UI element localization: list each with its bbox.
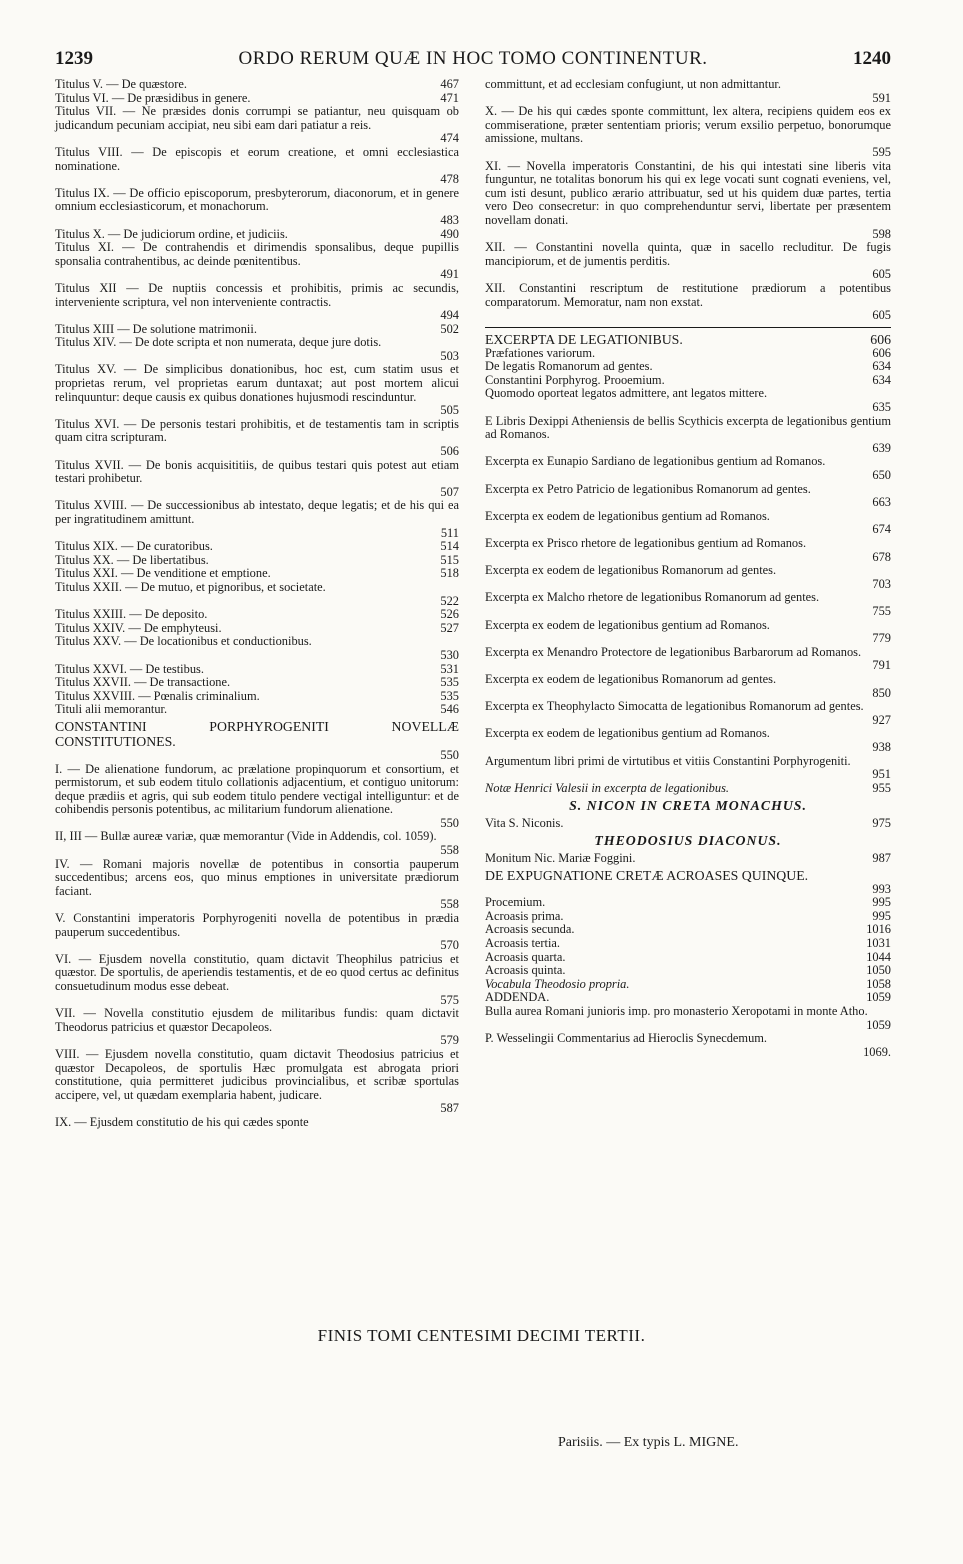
entry-page: 535 <box>440 688 459 703</box>
entry-title: XI. — Novella imperatoris Constantini, de his qui intestati sine liberis vita funguntur, ne totalitas bonorum his qui ex lege vocati sunt cognati eveniens, vel, cum isti desunt, publico ærario attribuatur, sed ut his quidem duæ partes, tertia vero Deo consecretur: in quo comprehenduntur servi, libertate per præsentem novellam donati. <box>485 158 891 227</box>
entry-title: Titulus X. — De judiciorum ordine, et judiciis. <box>55 227 288 241</box>
entry-title: XII. Constantini rescriptum de restitutione prædiorum a potentibus comparatorum. Memoratur, nam non exstat. <box>485 280 891 309</box>
entry-title: Constantini Porphyrog. Prooemium. <box>485 373 665 387</box>
toc-entry <box>55 663 459 677</box>
entry-page: 558 <box>440 843 459 858</box>
toc-entry <box>55 336 459 363</box>
entry-title: Excerpta ex Theophylacto Simocatta de legationibus Romanorum ad gentes. <box>485 699 864 714</box>
right-column <box>485 78 891 1059</box>
entry-page: 527 <box>440 620 459 635</box>
entry-title: I. — De alienatione fundorum, ac prælatione propinquorum et consortium, et permistorum, et sub eodem titulo collationis adjacentium, et contiguo unitorum: deque prædiis et agris, qui sub eodem titulo pendere vectigal intelliguntur: et de cohibendis personis potentibus, ac militarium fundorum alienatione. <box>55 761 459 817</box>
entry-title: Titulus XX. — De libertatibus. <box>55 553 209 567</box>
toc-entry <box>485 564 891 591</box>
entry-page: 579 <box>440 1033 459 1048</box>
toc-entry <box>485 347 891 361</box>
entry-page: 993 <box>872 881 891 896</box>
entry-title: II, III — Bullæ aureæ variæ, quæ memorantur (Vide in Addendis, col. 1059). <box>55 829 437 844</box>
entry-title: Titulus XII — De nuptiis concessis et prohibitis, primis ac secundis, interveniente scriptura, vel non interveniente contractis. <box>55 280 459 309</box>
entry-title: DE EXPUGNATIONE CRETÆ ACROASES QUINQUE. <box>485 867 809 883</box>
entry-title: X. — De his qui cædes sponte committunt, lex altera, recipiens quidem eos ex commiseratione, præter sententiam prioris; verum exsilio perpetuo, bonorumque amissione, multans. <box>485 104 891 146</box>
entry-page: 526 <box>440 607 459 622</box>
entry-page: 471 <box>440 90 459 105</box>
toc-entry <box>55 622 459 636</box>
entry-title: VII. — Novella constitutio ejusdem de militaribus fundis: quam dictavit Theodorus patricius et quæstor Decapoleos. <box>55 1006 459 1034</box>
entry-page: 674 <box>872 522 891 537</box>
entry-page: 606 <box>870 331 891 347</box>
entry-title: Titulus XI. — De contrahendis et dirimendis sponsalibus, deque pupillis sponsalia contrahentibus, ac deinde pœnitentibus. <box>55 240 459 268</box>
toc-entry <box>55 554 459 568</box>
toc-entry <box>55 1116 459 1130</box>
toc-entry <box>485 782 891 796</box>
entry-page: 491 <box>440 267 459 282</box>
entry-title: Procemium. <box>485 896 546 910</box>
toc-entry <box>55 78 459 92</box>
entry-title: Excerpta ex eodem de legationibus gentium ad Romanos. <box>485 508 770 523</box>
toc-entry <box>55 703 459 717</box>
toc-entry <box>55 282 459 323</box>
entry-page: 1059 <box>866 1017 891 1032</box>
toc-entry <box>485 78 891 105</box>
toc-entry <box>55 418 459 459</box>
entry-page: 927 <box>872 712 891 727</box>
toc-entry <box>55 540 459 554</box>
entry-page: 514 <box>440 539 459 554</box>
entry-page: 550 <box>440 815 459 830</box>
entry-page: 531 <box>440 661 459 676</box>
toc-entry <box>485 852 891 866</box>
toc-entry <box>485 978 891 992</box>
entry-page: 938 <box>872 739 891 754</box>
entry-page: 1069. <box>863 1044 891 1059</box>
toc-entry <box>485 619 891 646</box>
entry-title: Acroasis secunda. <box>485 923 575 937</box>
entry-page: 494 <box>440 308 459 323</box>
entry-page: 987 <box>872 851 891 866</box>
toc-entry <box>485 817 891 831</box>
entry-title: Argumentum libri primi de virtutibus et vitiis Constantini Porphyrogeniti. <box>485 753 851 768</box>
entry-title: IV. — Romani majoris novellæ de potentibus in consortia pauperum succedentibus; arcens eos, quo minus emptiones in universitate prædiorum faciant. <box>55 856 459 898</box>
toc-entry <box>55 912 459 953</box>
toc-entry <box>485 1032 891 1059</box>
entry-title: VIII. — Ejusdem novella constitutio, quam dictavit Theodosius patricius et quæstor Decapoleos, de sportulis Hæc promulgata est abrogata priori constitutione, quia permitteret judicibus provincialibus, et scribæ sportulas accipere, vel, ut quædam exemplaria habent, judicare. <box>55 1046 459 1102</box>
entry-page: 575 <box>440 992 459 1007</box>
section-heading: S. NICON IN CRETA MONACHUS. <box>569 798 807 814</box>
entry-page: 951 <box>872 767 891 782</box>
toc-entry <box>485 991 891 1005</box>
entry-page: 1050 <box>866 963 891 978</box>
entry-page: 591 <box>872 90 891 105</box>
entry-title: Titulus VIII. — De episcopis et eorum creatione, et omni ecclesiastica nominatione. <box>55 144 459 173</box>
toc-entry <box>485 591 891 618</box>
toc-entry <box>55 581 459 608</box>
entry-page: 570 <box>440 938 459 953</box>
entry-title: Bulla aurea Romani junioris imp. pro monasterio Xeropotami in monte Atho. <box>485 1004 868 1018</box>
toc-entry <box>485 896 891 910</box>
entry-title: Titulus XV. — De simplicibus donationibus, hoc est, cum statim usus et proprietas rerum, vel proprietas earum duntaxat; aut post mortem alicui relinquuntur: deque causis ex quibus donationes hujusmodi rescinduntur. <box>55 362 459 404</box>
toc-entry <box>55 763 459 831</box>
entry-title: De legatis Romanorum ad gentes. <box>485 360 653 374</box>
entry-page: 587 <box>440 1101 459 1116</box>
page-title: ORDO RERUM QUÆ IN HOC TOMO CONTINENTUR. <box>238 48 708 69</box>
toc-entry <box>55 105 459 146</box>
entry-title: VI. — Ejusdem novella constitutio, quam dictavit Theophilus patricius et quæstor. De sportulis, de aperiendis testamentis, et de eo quod certus ac definitus consuetudinum modus esse debeat. <box>55 951 459 993</box>
toc-entry <box>485 646 891 673</box>
entry-title: Excerpta ex Menandro Protectore de legationibus Barbarorum ad Romanos. <box>485 644 862 659</box>
toc-entry <box>485 923 891 937</box>
toc-entry <box>55 187 459 228</box>
finis-line: FINIS TOMI CENTESIMI DECIMI TERTII. <box>317 1326 646 1345</box>
toc-entry <box>55 459 459 500</box>
entry-page: 1059 <box>866 990 891 1005</box>
entry-title: Acroasis tertia. <box>485 937 561 951</box>
toc-entry <box>485 755 891 782</box>
entry-page: 598 <box>872 226 891 241</box>
toc-entry <box>55 567 459 581</box>
entry-page: 483 <box>440 212 459 227</box>
entry-title: XII. — Constantini novella quinta, quæ in sacello recluditur. De fugis mancipiorum, et de jumentis perditis. <box>485 240 891 268</box>
entry-title: Excerpta ex eodem de legationibus Romanorum ad gentes. <box>485 563 777 578</box>
entry-page: 1016 <box>866 922 891 937</box>
section-title-entry <box>55 719 459 763</box>
toc-entry <box>485 374 891 388</box>
entry-page: 1031 <box>866 936 891 951</box>
entry-title: Titulus VII. — Ne præsides donis corrumpi se patiantur, neu quisquam ob judicandum pecuniam accipiat, neu sibi eam dari patiatur a reis. <box>55 104 459 132</box>
entry-page: 511 <box>440 525 459 540</box>
entry-page: 535 <box>440 675 459 690</box>
entry-title: Titulus XXVII. — De transactione. <box>55 676 231 690</box>
entry-title: Quomodo oporteat legatos admittere, ant legatos mittere. <box>485 386 768 401</box>
entry-title: CONSTANTINI PORPHYROGENITI NOVELLÆ CONSTITUTIONES. <box>55 718 459 749</box>
toc-entry <box>55 830 459 857</box>
toc-entry <box>55 228 459 242</box>
entry-title: Notæ Henrici Valesii in excerpta de legationibus. <box>485 781 729 795</box>
entry-title: IX. — Ejusdem constitutio de his qui cædes sponte <box>55 1114 309 1129</box>
toc-entry <box>485 510 891 537</box>
entry-title: Titulus XVI. — De personis testari prohibitis, et de testamentis tam in scriptis quam citra scripturam. <box>55 416 459 445</box>
toc-entry <box>55 363 459 417</box>
entry-page: 515 <box>440 552 459 567</box>
entry-page: 595 <box>872 144 891 159</box>
entry-title: Acroasis quinta. <box>485 964 566 978</box>
toc-entry <box>485 964 891 978</box>
entry-title: Excerpta ex eodem de legationibus gentium ad Romanos. <box>485 617 770 632</box>
entry-title: Tituli alii memorantur. <box>55 703 168 717</box>
entry-page: 779 <box>872 631 891 646</box>
toc-entry <box>55 953 459 1007</box>
imprint-line: Parisiis. — Ex typis L. MIGNE. <box>558 1435 739 1450</box>
entry-title: Titulus XXVIII. — Pœnalis criminalium. <box>55 689 260 703</box>
entry-title: Titulus XIII — De solutione matrimonii. <box>55 322 257 336</box>
toc-entry <box>485 455 891 482</box>
entry-title: Titulus XXII. — De mutuo, et pignoribus, et societate. <box>55 579 326 594</box>
toc-entry <box>485 951 891 965</box>
entry-page: 605 <box>872 308 891 323</box>
entry-page: 474 <box>440 131 459 146</box>
toc-entry <box>55 499 459 540</box>
entry-page: 502 <box>440 321 459 336</box>
entry-title: Excerpta ex Prisco rhetore de legationibus gentium ad Romanos. <box>485 536 807 550</box>
toc-entry <box>55 608 459 622</box>
toc-entry <box>485 673 891 700</box>
toc-entry <box>485 160 891 242</box>
entry-page: 650 <box>872 468 891 483</box>
toc-entry <box>485 241 891 282</box>
section-title-entry <box>485 868 891 897</box>
left-column <box>55 78 459 1130</box>
entry-title: Excerpta ex eodem de legationibus gentium ad Romanos. <box>485 726 770 741</box>
entry-page: 518 <box>440 566 459 581</box>
toc-entry <box>485 415 891 456</box>
entry-page: 639 <box>872 440 891 455</box>
page-number-right: 1240 <box>853 48 891 69</box>
toc-entry <box>55 323 459 337</box>
toc-entry <box>55 676 459 690</box>
entry-title: Monitum Nic. Mariæ Foggini. <box>485 852 636 866</box>
running-header <box>55 48 891 76</box>
entry-page: 634 <box>872 359 891 374</box>
toc-entry <box>55 858 459 912</box>
entry-page: 605 <box>872 267 891 282</box>
section-rule <box>485 327 891 328</box>
entry-page: 1044 <box>866 949 891 964</box>
toc-entry <box>485 910 891 924</box>
entry-page: 975 <box>872 815 891 830</box>
entry-title: ADDENDA. <box>485 991 550 1005</box>
entry-page: 663 <box>872 495 891 510</box>
entry-page: 550 <box>440 747 459 762</box>
entry-title: Vocabula Theodosio propria. <box>485 977 630 991</box>
entry-page: 503 <box>440 348 459 363</box>
entry-title: Vita S. Niconis. <box>485 816 564 830</box>
entry-title: Excerpta ex eodem de legationibus Romanorum ad gentes. <box>485 671 777 686</box>
toc-entry <box>485 360 891 374</box>
toc-entry <box>55 1048 459 1116</box>
entry-page: 703 <box>872 576 891 591</box>
toc-entry <box>485 387 891 414</box>
entry-title: E Libris Dexippi Atheniensis de bellis Scythicis excerpta de legationibus gentium ad Romanos. <box>485 413 891 442</box>
entry-page: 955 <box>872 780 891 795</box>
toc-entry <box>55 1007 459 1048</box>
entry-page: 678 <box>872 549 891 564</box>
entry-page: 467 <box>440 77 459 91</box>
entry-page: 606 <box>872 345 891 360</box>
entry-page: 507 <box>440 484 459 499</box>
entry-title: Titulus XXIV. — De emphyteusi. <box>55 621 222 635</box>
entry-title: P. Wesselingii Commentarius ad Hieroclis Synecdemum. <box>485 1031 767 1046</box>
entry-title: Titulus XXI. — De venditione et emptione. <box>55 567 271 581</box>
entry-page: 546 <box>440 702 459 717</box>
toc-entry <box>485 1005 891 1032</box>
entry-title: Titulus V. — De quæstore. <box>55 78 187 91</box>
toc-entry <box>55 635 459 662</box>
entry-title: Præfationes variorum. <box>485 346 596 360</box>
entry-page: 505 <box>440 403 459 418</box>
entry-page: 506 <box>440 444 459 459</box>
entry-page: 635 <box>872 400 891 415</box>
entry-page: 995 <box>872 895 891 910</box>
entry-title: Acroasis prima. <box>485 909 564 923</box>
entry-page: 1058 <box>866 976 891 991</box>
entry-title: Acroasis quarta. <box>485 950 566 964</box>
entry-page: 791 <box>872 658 891 673</box>
entry-title: Excerpta ex Petro Patricio de legationibus Romanorum ad gentes. <box>485 481 811 496</box>
entry-page: 850 <box>872 685 891 700</box>
entry-page: 490 <box>440 226 459 241</box>
entry-title: EXCERPTA DE LEGATIONIBUS. <box>485 331 683 347</box>
toc-entry <box>55 690 459 704</box>
toc-entry <box>55 92 459 106</box>
entry-title: Excerpta ex Eunapio Sardiano de legationibus gentium ad Romanos. <box>485 454 826 469</box>
toc-entry <box>485 105 891 159</box>
entry-title: V. Constantini imperatoris Porphyrogeniti novella de potentibus in prædia pauperum succedentibus. <box>55 911 459 939</box>
entry-title: Titulus VI. — De præsidibus in genere. <box>55 91 251 105</box>
entry-page: 478 <box>440 172 459 187</box>
toc-entry <box>485 282 891 323</box>
entry-title: Titulus XXV. — De locationibus et conductionibus. <box>55 634 312 649</box>
toc-entry <box>485 700 891 727</box>
entry-title: Excerpta ex Malcho rhetore de legationibus Romanorum ad gentes. <box>485 590 820 605</box>
toc-entry <box>55 146 459 187</box>
entry-title: Titulus XVIII. — De successionibus ab intestato, deque legatis; et de his qui ea per ingratitudinem amittunt. <box>55 498 459 526</box>
toc-entry <box>485 483 891 510</box>
toc-entry <box>485 537 891 564</box>
entry-page: 634 <box>872 372 891 387</box>
entry-title: committunt, et ad ecclesiam confugiunt, ut non admittantur. <box>485 77 781 91</box>
entry-page: 558 <box>440 897 459 912</box>
entry-page: 995 <box>872 908 891 923</box>
toc-entry <box>55 241 459 282</box>
entry-page: 755 <box>872 603 891 618</box>
section-heading: THEODOSIUS DIACONUS. <box>594 833 782 849</box>
entry-page: 530 <box>440 647 459 662</box>
page-number-left: 1239 <box>55 48 93 69</box>
entry-page: 522 <box>440 593 459 608</box>
entry-title: Titulus XIV. — De dote scripta et non numerata, deque jure dotis. <box>55 335 382 350</box>
entry-title: Titulus XXIII. — De deposito. <box>55 608 208 622</box>
entry-title: Titulus IX. — De officio episcoporum, presbyterorum, diaconorum, et in genere omnium ecclesiasticorum, et monachorum. <box>55 185 459 214</box>
toc-entry <box>485 937 891 951</box>
toc-entry <box>485 332 891 347</box>
toc-entry <box>485 727 891 754</box>
entry-title: Titulus XVII. — De bonis acquisititiis, de quibus testari quis potest aut etiam testari prohibetur. <box>55 457 459 486</box>
entry-title: Titulus XIX. — De curatoribus. <box>55 540 213 554</box>
entry-title: Titulus XXVI. — De testibus. <box>55 662 204 676</box>
